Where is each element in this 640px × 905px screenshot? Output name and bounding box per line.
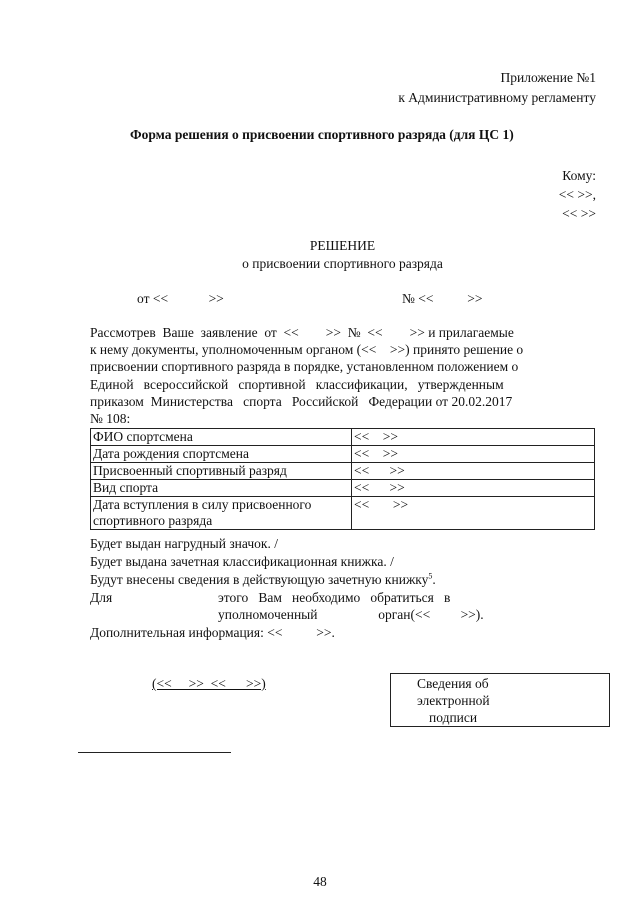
entered-line: Будут внесены сведения в действующую зачетную книжку$^5$. xyxy=(90,571,436,587)
table-cell-label: Вид спорта xyxy=(91,480,352,497)
body-line: Единой всероссийской спортивной классификации, утвержденным xyxy=(90,377,504,392)
table-cell-label: Дата вступления в силу присвоенного спортивного разряда xyxy=(91,497,352,530)
decision-subtitle: о присвоении спортивного разряда xyxy=(242,256,443,271)
signature-box-line3: подписи xyxy=(429,710,478,725)
table-row xyxy=(91,497,595,530)
signature-placeholder: (<< >> << >>) xyxy=(152,676,266,691)
extra-info: Дополнительная информация: << >>. xyxy=(90,625,335,640)
appendix-line2: к Административному регламенту xyxy=(398,90,596,105)
signature-box-line1: Сведения об xyxy=(417,676,489,691)
form-title: Форма решения о присвоении спортивного разряда (для ЦС 1) xyxy=(130,127,514,142)
table-cell-label: Дата рождения спортсмена xyxy=(91,446,352,463)
body-line: присвоении спортивного разряда в порядке, установленном положением о xyxy=(90,359,519,374)
body-line: к нему документы, уполномоченным органом (<< >>) принято решение о xyxy=(90,342,524,357)
need-line: этого Вам необходимо обратиться в xyxy=(218,590,451,605)
organ-line: уполномоченный орган(<< >>). xyxy=(218,607,484,622)
page-number: 48 xyxy=(313,874,327,889)
table-row xyxy=(91,480,595,497)
table-cell-value: << >> xyxy=(352,497,595,530)
signature-box-line2: электронной xyxy=(417,693,490,708)
addressee-line2: << >> xyxy=(562,206,596,221)
decision-title: РЕШЕНИЕ xyxy=(309,238,376,253)
table-cell-value: << >> xyxy=(352,429,595,446)
footnote-separator xyxy=(78,752,231,753)
book-line: Будет выдана зачетная классификационная книжка. / xyxy=(90,554,394,569)
body-line: приказом Министерства спорта Российской Федерации от 20.02.2017 xyxy=(90,394,513,409)
table-cell-value: << >> xyxy=(352,480,595,497)
body-line: № 108: xyxy=(90,411,131,426)
table-cell-value: << >> xyxy=(352,446,595,463)
body-line: Рассмотрев Ваше заявление от << >> № << >> и прилагаемые xyxy=(90,325,514,340)
table-cell-label: Присвоенный спортивный разряд xyxy=(91,463,352,480)
table-cell-label: ФИО спортсмена xyxy=(91,429,352,446)
date-from: от << >> xyxy=(137,291,224,306)
table-cell-value: << >> xyxy=(352,463,595,480)
footnote-mark: 5 xyxy=(428,571,433,581)
signature-box xyxy=(390,673,610,727)
addressee-line1: << >>, xyxy=(558,187,596,202)
badge-line: Будет выдан нагрудный значок. / xyxy=(90,536,278,551)
table-row xyxy=(91,429,595,446)
entered-text: Будут внесены сведения в действующую зачетную книжку xyxy=(90,572,429,587)
decision-number: № << >> xyxy=(402,291,483,306)
appendix-line1: Приложение №1 xyxy=(500,70,596,85)
table-row xyxy=(91,446,595,463)
for-word: Для xyxy=(90,590,113,605)
addressee-label: Кому: xyxy=(562,168,596,183)
table-row xyxy=(91,463,595,480)
decision-table xyxy=(90,428,595,530)
